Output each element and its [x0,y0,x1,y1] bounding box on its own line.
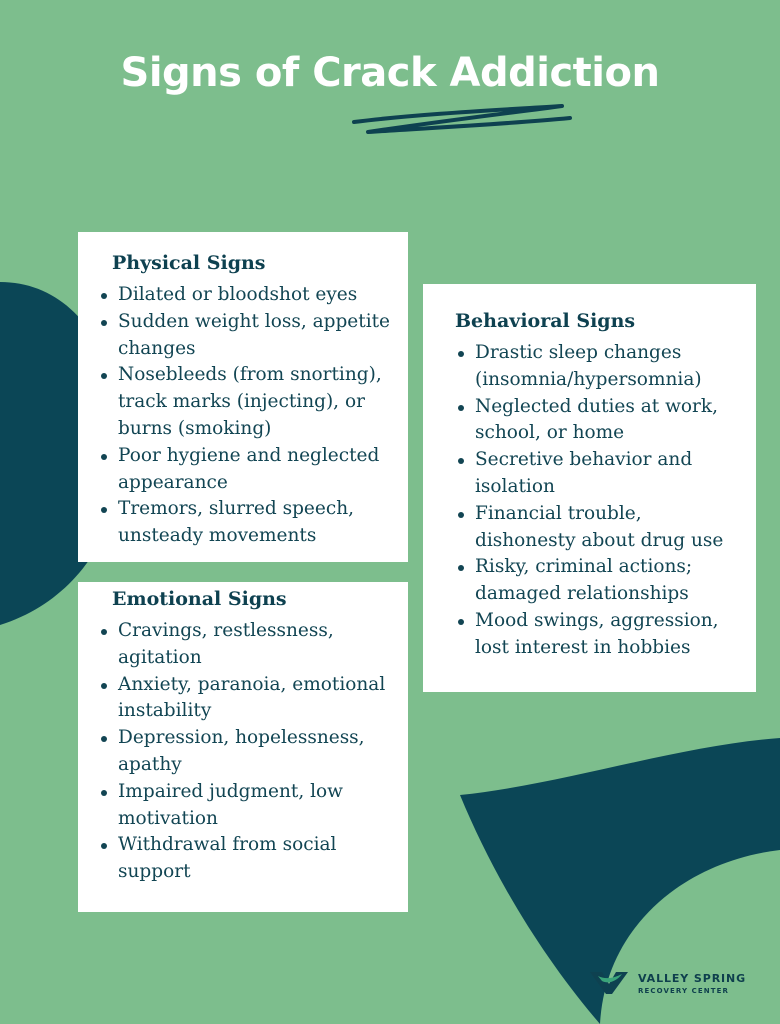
list-item: Withdrawal from social support [118,832,398,886]
list-item: Cravings, restlessness, agitation [118,618,398,672]
behavioral-signs-card [423,284,756,692]
list-item: Depression, hopelessness, apathy [118,725,398,779]
list-item: Mood swings, aggression, lost interest in hobbies [475,608,748,662]
page-title: Signs of Crack Addiction [120,50,660,96]
emotional-signs-heading: Emotional Signs [112,588,287,610]
list-item: Sudden weight loss, appetite changes [118,309,398,363]
list-item: Financial trouble, dishonesty about drug use [475,501,748,555]
list-item: Neglected duties at work, school, or home [475,394,748,448]
list-item: Secretive behavior and isolation [475,447,748,501]
valley-spring-logo-icon [588,968,630,996]
list-item: Drastic sleep changes (insomnia/hypersomnia) [475,340,748,394]
list-item: Dilated or bloodshot eyes [118,282,398,309]
valley-spring-logo [588,968,758,1000]
emotional-signs-card [78,582,408,912]
logo-name: VALLEY SPRING [638,972,747,985]
behavioral-signs-list [437,340,748,662]
list-item: Nosebleeds (from snorting), track marks (injecting), or burns (smoking) [118,362,398,442]
list-item: Impaired judgment, low motivation [118,779,398,833]
list-item: Tremors, slurred speech, unsteady movements [118,496,398,550]
physical-signs-list [96,282,398,550]
logo-subtitle: RECOVERY CENTER [638,987,730,995]
list-item: Risky, criminal actions; damaged relationships [475,554,748,608]
title-underline-icon [338,98,574,150]
list-item: Poor hygiene and neglected appearance [118,443,398,497]
behavioral-signs-heading: Behavioral Signs [455,310,636,332]
physical-signs-card [78,232,408,562]
physical-signs-heading: Physical Signs [112,252,266,274]
emotional-signs-list [96,618,398,886]
list-item: Anxiety, paranoia, emotional instability [118,672,398,726]
